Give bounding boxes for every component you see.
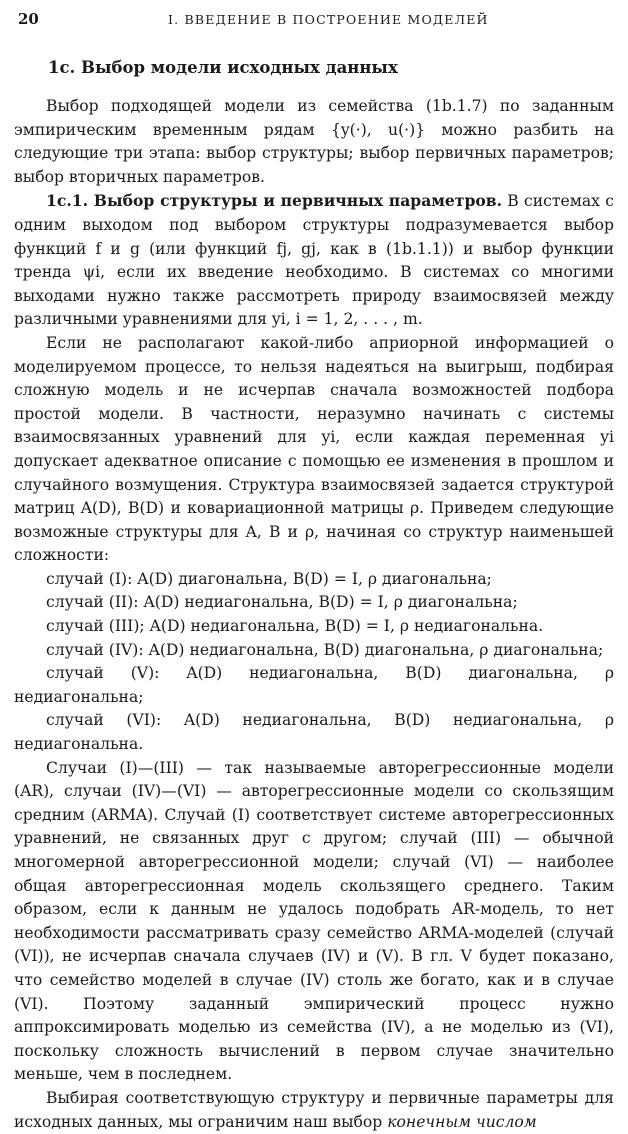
- paragraph-ar-arma: Случаи (I)—(III) — так называемые авторегрессионные модели (AR), случаи (IV)—(VI) — авторегрессионные модели со скользящим средним (ARMA). Случай (I) соответствует системе авторегрессионных уравнений, не связанных друг с другом; случай (III) — обычной многомерной авторегрессионной модели; случай (VI) — наиболее общая авторегрессионная модель скользящего среднего. Таким образом, если к данным не удалось подобрать AR-модель, то нет необходимости рассматривать сразу семейство ARMA-моделей (случай (VI)), не исчерпав сначала случаев (IV) и (V). В гл. V будет показано, что семейство моделей в случае (IV) столь же богато, как и в случае (VI). Поэтому заданный эмпирический процесс нужно аппроксимировать моделью из семейства (IV), а не моделью из (VI), поскольку сложность вычислений в первом случае значительно меньше, чем в последнем.: [14, 758, 614, 1084]
- paragraph-structure: [14, 189, 614, 332]
- page-number: 20: [18, 10, 39, 28]
- case-item: случай (I): A(D) диагональна, B(D) = I, ρ диагональна;: [46, 569, 492, 588]
- running-title: I. ВВЕДЕНИЕ В ПОСТРОЕНИЕ МОДЕЛЕЙ: [168, 12, 489, 27]
- case-item: случай (III); A(D) недиагональна, B(D) = I, ρ недиагональна.: [46, 617, 544, 636]
- page-header: [0, 10, 628, 34]
- paragraph-choice: [14, 1087, 614, 1134]
- paragraph-intro: Выбор подходящей модели из семейства (1b.1.7) по заданным эмпирическим временным рядам {y(·), u(·)} можно разбить на следующие три этапа: выбор структуры; выбор первичных параметров; выбор вторичных параметров.: [14, 97, 614, 186]
- section-title: 1с. Выбор модели исходных данных: [48, 58, 398, 77]
- case-item: случай (VI): A(D) недиагональна, B(D) недиагональна, ρ недиагональна.: [14, 711, 614, 754]
- paragraph-choice-text: Выбирая соответствующую структуру и первичные параметры для исходных данных, мы ограничим наш выбор: [14, 1088, 614, 1131]
- paragraph-prior-info: Если не располагают какой-либо априорной информацией о моделируемом процессе, то нельзя надеяться на выигрыш, подбирая сложную модель и не исчерпав сначала возможностей подбора простой модели. В частности, неразумно начинать с системы взаимосвязанных уравнений для yi, если каждая переменная yi допускает адекватное описание с помощью ее изменения в прошлом и случайного возмущения. Структура взаимосвязей задается структурой матриц A(D), B(D) и ковариационной матрицы ρ. Приведем следующие возможные структуры для A, B и ρ, начиная со структур наименьшей сложности:: [14, 333, 614, 565]
- case-item: случай (IV): A(D) недиагональна, B(D) диагональна, ρ диагональна;: [46, 640, 604, 659]
- case-item: случай (II): A(D) недиагональна, B(D) = I, ρ диагональна;: [46, 593, 518, 612]
- paragraph-structure-text: В системах с одним выходом под выбором структуры подразумевается выбор функций f и g (или функций fj, gj, как в (1b.1.1)) и выбор функции тренда ψi, если их введение необходимо. В системах со многими выходами нужно также рассмотреть природу взаимосвязей между различными уравнениями для yi, i = 1, 2, . . . , m.: [14, 192, 614, 329]
- case-item: случай (V): A(D) недиагональна, B(D) диагональна, ρ недиагональна;: [14, 664, 614, 706]
- body-text: [14, 95, 614, 1134]
- subsection-title: 1с.1. Выбор структуры и первичных параметров.: [46, 191, 503, 211]
- paragraph-choice-italic: конечным числом: [387, 1112, 537, 1131]
